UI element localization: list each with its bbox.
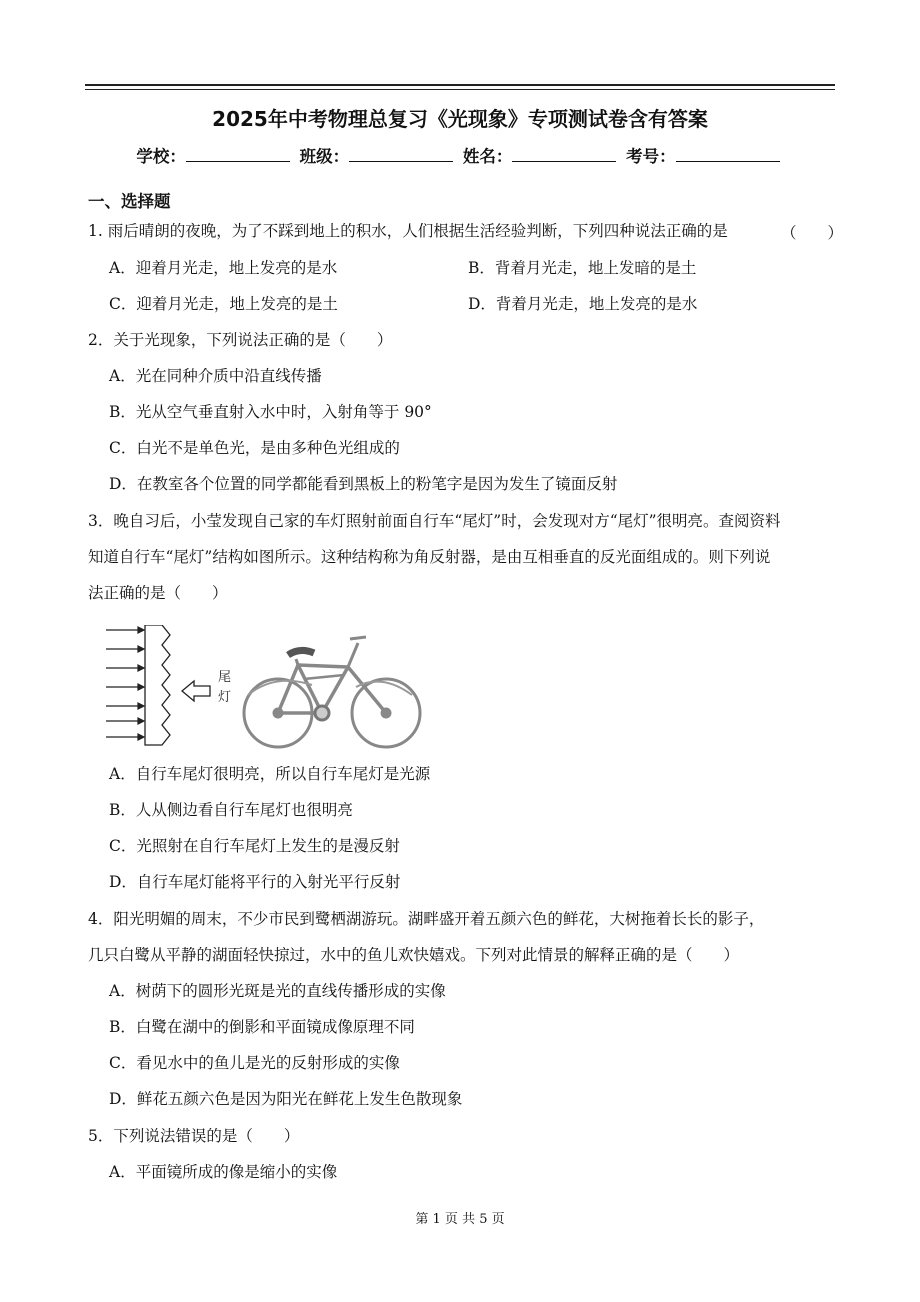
question-1-option-c: C．迎着月光走，地上发亮的是土 (109, 295, 338, 313)
question-4-option-c: C．看见水中的鱼儿是光的反射形成的实像 (109, 1054, 400, 1072)
header-rule-thin (85, 89, 835, 90)
question-3-option-d: D．自行车尾灯能将平行的入射光平行反射 (109, 873, 401, 891)
bicycle-icon (244, 637, 420, 747)
question-4-stem-line-1: 4．阳光明媚的周末，不少市民到鹭栖湖游玩。湖畔盛开着五颜六色的鲜花，大树拖着长长的影子， (88, 910, 765, 928)
question-1-option-a: A．迎着月光走，地上发亮的是水 (109, 259, 338, 277)
student-info-row (0, 143, 920, 167)
name-blank[interactable] (512, 145, 616, 162)
corner-reflector (145, 625, 170, 745)
school-blank[interactable] (186, 145, 290, 162)
page-title: 2025年中考物理总复习《光现象》专项测试卷含有答案 (212, 107, 708, 131)
figure-label-2: 灯 (218, 690, 232, 705)
hollow-arrow-icon (182, 681, 210, 701)
question-3-option-a: A．自行车尾灯很明亮，所以自行车尾灯是光源 (109, 765, 431, 783)
question-3-stem-line-3: 法正确的是（ ） (88, 584, 228, 602)
header-rule (85, 84, 835, 86)
question-2-option-c: C．白光不是单色光，是由多种色光组成的 (109, 439, 400, 457)
figure-label-1: 尾 (218, 670, 232, 685)
exam-number-label: 考号： (626, 147, 676, 166)
taillight-bicycle-figure (100, 625, 430, 750)
class-blank[interactable] (349, 145, 453, 162)
question-4-option-b: B．白鹭在湖中的倒影和平面镜成像原理不同 (109, 1018, 415, 1036)
question-5-option-a: A．平面镜所成的像是缩小的实像 (109, 1163, 338, 1181)
question-1-paren: （ ） (781, 224, 844, 242)
question-5-stem: 5．下列说法错误的是（ ） (88, 1127, 300, 1145)
question-2-option-b: B．光从空气垂直射入水中时，入射角等于 90° (109, 403, 432, 421)
school-label: 学校： (136, 147, 186, 166)
exam-number-blank[interactable] (676, 145, 780, 162)
question-1-stem: 1. 雨后晴朗的夜晚，为了不踩到地上的积水，人们根据生活经验判断，下列四种说法正确的是 (88, 222, 728, 240)
name-label: 姓名： (462, 147, 513, 166)
question-3-stem-line-1: 3．晚自习后，小莹发现自己家的车灯照射前面自行车“尾灯”时，会发现对方“尾灯”很明亮。查阅资料 (88, 512, 781, 530)
question-4-option-d: D．鲜花五颜六色是因为阳光在鲜花上发生色散现象 (109, 1090, 463, 1108)
section-title: 一、选择题 (88, 192, 171, 211)
question-3-option-c: C．光照射在自行车尾灯上发生的是漫反射 (109, 837, 400, 855)
class-label: 班级： (299, 147, 350, 166)
question-2-option-a: A．光在同种介质中沿直线传播 (109, 367, 322, 385)
question-4-option-a: A．树荫下的圆形光斑是光的直线传播形成的实像 (109, 982, 446, 1000)
question-3-stem-line-2: 知道自行车“尾灯”结构如图所示。这种结构称为角反射器，是由互相垂直的反光面组成的。则下列说 (88, 548, 771, 566)
question-1-option-b: B．背着月光走，地上发暗的是土 (468, 259, 697, 277)
question-4-stem-line-2: 几只白鹭从平静的湖面轻快掠过，水中的鱼儿欢快嬉戏。下列对此情景的解释正确的是（ ） (88, 946, 740, 964)
page-footer: 第 1 页 共 5 页 (415, 1212, 505, 1227)
question-2-option-d: D．在教室各个位置的同学都能看到黑板上的粉笔字是因为发生了镜面反射 (109, 475, 618, 493)
question-1-option-d: D．背着月光走，地上发亮的是水 (468, 295, 698, 313)
incident-rays (106, 627, 144, 740)
question-2-stem: 2．关于光现象，下列说法正确的是（ ） (88, 331, 393, 349)
question-3-option-b: B．人从侧边看自行车尾灯也很明亮 (109, 801, 353, 819)
